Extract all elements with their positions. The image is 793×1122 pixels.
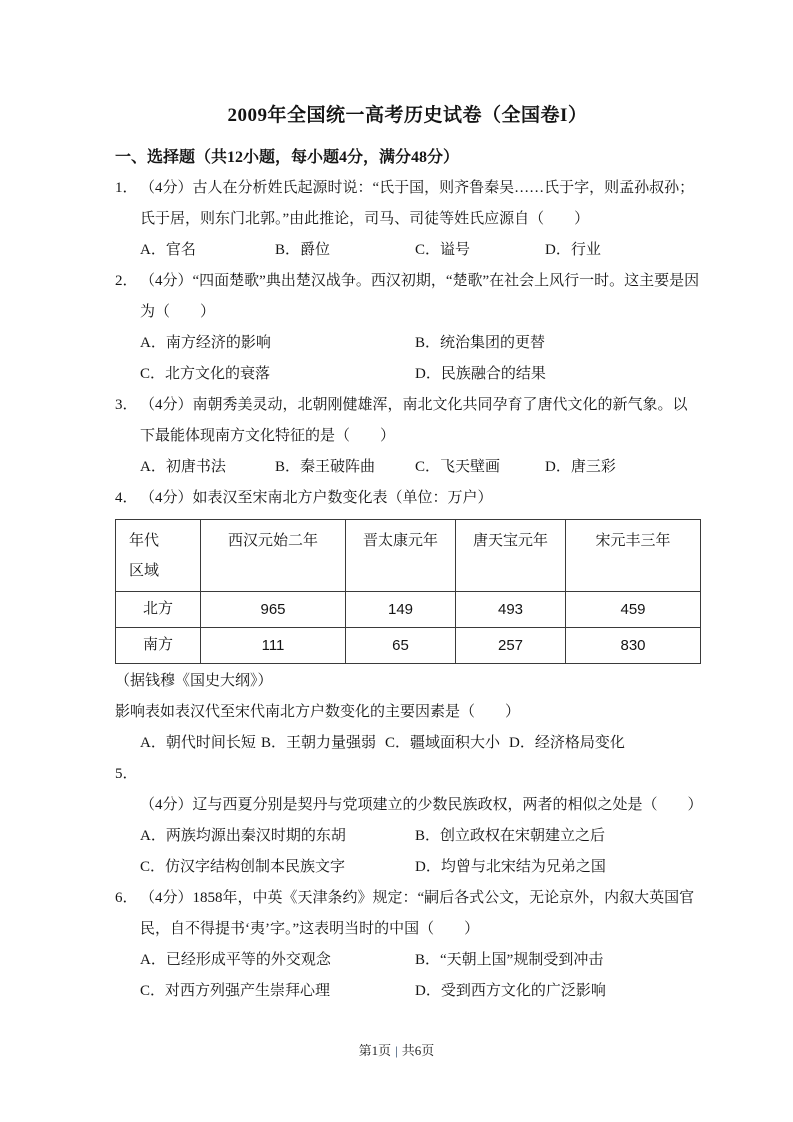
table-value-cell: 493 — [456, 592, 566, 628]
options-row — [140, 852, 700, 883]
table-row — [116, 628, 701, 664]
option: D．经济格局变化 — [509, 735, 625, 751]
table-value-cell: 111 — [201, 628, 346, 664]
options-row — [140, 359, 700, 390]
option: A．朝代时间长短 — [140, 735, 256, 751]
option: A．官名 — [140, 242, 196, 258]
options-row — [140, 328, 700, 359]
table-region-cell: 北方 — [116, 592, 201, 628]
page-footer — [0, 1040, 793, 1059]
option: D．均曾与北宋结为兄弟之国 — [415, 859, 606, 875]
table-value-cell: 149 — [346, 592, 456, 628]
question-number: 4． — [115, 490, 138, 506]
question-number: 2． — [115, 273, 138, 289]
table-value-cell: 830 — [566, 628, 701, 664]
options-row — [140, 235, 700, 266]
option: C．对西方列强产生崇拜心理 — [140, 983, 331, 999]
table-corner-cell — [116, 520, 201, 592]
question-number: 1． — [115, 180, 138, 196]
table-row — [116, 592, 701, 628]
table-region-cell: 南方 — [116, 628, 201, 664]
question-stem-text: （4分）辽与西夏分别是契丹与党项建立的少数民族政权，两者的相似之处是（ ） — [140, 797, 703, 813]
table-header-row — [116, 520, 701, 592]
section-heading: 一、选择题（共12小题，每小题4分，满分48分） — [115, 149, 460, 166]
table-header-cell: 宋元丰三年 — [566, 520, 701, 592]
option: D．受到西方文化的广泛影响 — [415, 983, 606, 999]
footer-separator: | — [395, 1043, 398, 1058]
question-3 — [115, 390, 700, 483]
option: B．统治集团的更替 — [415, 335, 546, 351]
table-header-cell: 西汉元始二年 — [201, 520, 346, 592]
table-value-cell: 459 — [566, 592, 701, 628]
footer-total-pages: 共6页 — [401, 1043, 435, 1058]
option: B．“天朝上国”规制受到冲击 — [415, 952, 604, 968]
option: A．两族均源出秦汉时期的东胡 — [140, 828, 346, 844]
question-stem — [115, 173, 700, 235]
option: C．仿汉字结构创制本民族文字 — [140, 859, 346, 875]
corner-label-bottom: 区域 — [129, 563, 160, 579]
question-stem-text: （4分）“四面楚歌”典出楚汉战争。西汉初期，“楚歌”在社会上风行一时。这主要是因为（ ） — [140, 273, 700, 320]
options-row — [140, 976, 700, 1007]
page-title: 2009年全国统一高考历史试卷（全国卷I） — [227, 105, 588, 126]
question-stem-text: （4分）南朝秀美灵动，北朝刚健雄浑，南北文化共同孕育了唐代文化的新气象。以下最能体现南方文化特征的是（ ） — [140, 397, 688, 444]
option: D．民族融合的结果 — [415, 366, 546, 382]
option: D．行业 — [545, 242, 601, 258]
question-followup: 影响表如表汉代至宋代南北方户数变化的主要因素是（ ） — [115, 704, 521, 720]
table-value-cell: 965 — [201, 592, 346, 628]
option: A．初唐书法 — [140, 459, 226, 475]
table-header-cell: 唐天宝元年 — [456, 520, 566, 592]
table-value-cell: 65 — [346, 628, 456, 664]
option: B．爵位 — [275, 242, 331, 258]
option: A．已经形成平等的外交观念 — [140, 952, 331, 968]
question-5 — [115, 759, 703, 883]
option: B．秦王破阵曲 — [275, 459, 376, 475]
corner-label-top: 年代 — [129, 533, 160, 549]
question-stem-text: （4分）1858年，中英《天津条约》规定：“嗣后各式公文，无论京外，内叙大英国官民，自不得提书‘夷’字。”这表明当时的中国（ ） — [140, 890, 695, 937]
option: B．创立政权在宋朝建立之后 — [415, 828, 606, 844]
options-row — [140, 821, 700, 852]
options-row — [140, 452, 700, 483]
question-4 — [115, 483, 700, 759]
question-stem — [115, 759, 703, 821]
question-1 — [115, 173, 700, 266]
household-data-table — [115, 519, 701, 664]
question-stem — [115, 483, 700, 514]
options-row — [140, 945, 700, 976]
option: C．飞天壁画 — [415, 459, 501, 475]
question-stem — [115, 883, 700, 945]
option: A．南方经济的影响 — [140, 335, 271, 351]
question-stem — [115, 266, 700, 328]
question-number: 6． — [115, 890, 138, 906]
footer-page-number: 第1页 — [358, 1043, 392, 1058]
question-stem-text: （4分）如表汉至宋南北方户数变化表（单位：万户） — [140, 490, 493, 506]
question-stem-text: （4分）古人在分析姓氏起源时说：“氏于国，则齐鲁秦吴……氏于字，则孟孙叔孙；氏于居，则东门北郭。”由此推论，司马、司徒等姓氏应源自（ ） — [140, 180, 695, 227]
option: C．谥号 — [415, 242, 471, 258]
table-value-cell: 257 — [456, 628, 566, 664]
option: D．唐三彩 — [545, 459, 616, 475]
option: C．北方文化的衰落 — [140, 366, 271, 382]
question-2 — [115, 266, 700, 390]
question-number: 3． — [115, 397, 138, 413]
table-source-note: （据钱穆《国史大纲》） — [115, 673, 273, 689]
table-header-cell: 晋太康元年 — [346, 520, 456, 592]
options-row — [140, 728, 700, 759]
question-stem — [115, 390, 700, 452]
question-number: 5． — [115, 766, 138, 782]
option: B．王朝力量强弱 — [261, 735, 377, 751]
question-6 — [115, 883, 700, 1007]
option: C．疆域面积大小 — [385, 735, 501, 751]
